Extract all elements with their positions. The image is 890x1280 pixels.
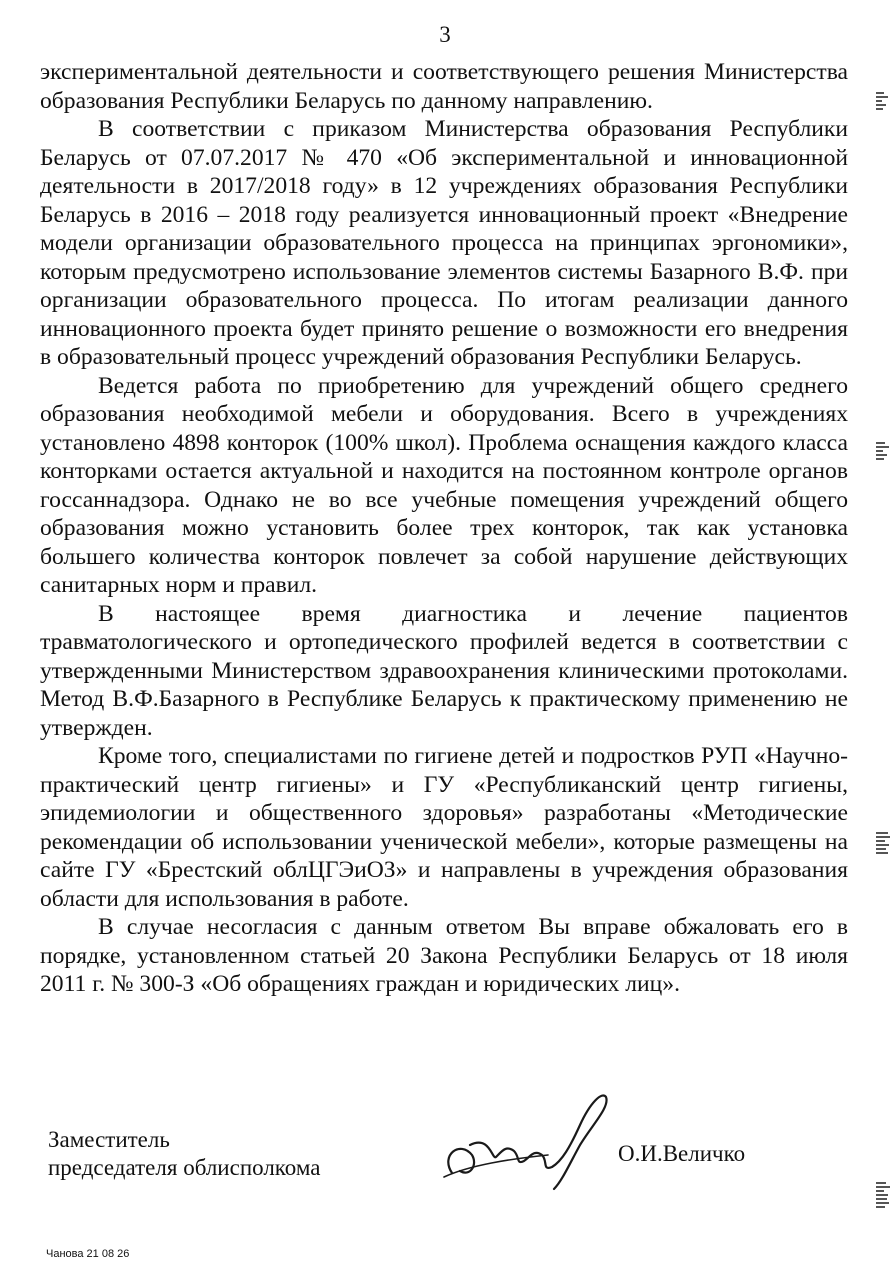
signer-name: О.И.Величко: [618, 1141, 746, 1166]
scan-edge-artifact: [876, 830, 890, 856]
executor-note: Чанова 21 08 26: [46, 1248, 130, 1260]
scan-edge-artifact: [876, 1180, 890, 1210]
paragraph-furniture: Ведется работа по приобретению для учреждений общего среднего образования необходимой мебели и оборудования. Всего в учреждениях установлено 4898 конторок (100% школ). Проблема оснащения каждого класса конторками остается актуальной и находится на постоянном контроле органов госсаннадзора. Однако не во все учебные помещения учреждений общего образования можно установить более трех конторок, так как установка большего количества конторок повлечет за собой нарушение действующих санитарных норм и правил.: [40, 372, 848, 598]
page-number: 3: [439, 22, 451, 47]
paragraph-continuation: экспериментальной деятельности и соответствующего решения Министерства образования Республики Беларусь по данному направлению.: [40, 59, 848, 114]
signer-position-line1: Заместитель: [48, 1127, 170, 1152]
paragraph-treatment-method: В настоящее время диагностика и лечение пациентов травматологического и ортопедического профилей ведется в соответствии с утвержденными Министерством здравоохранения клиническими протоколами. Метод В.Ф.Базарного в Республике Беларусь к практическому применению не утвержден.: [40, 600, 848, 741]
scan-edge-artifact: [876, 90, 890, 112]
signer-position: [48, 1126, 320, 1182]
letter-body: [40, 58, 848, 999]
signer-position-line2: председателя облисполкома: [48, 1155, 321, 1180]
scan-edge-artifact: [876, 440, 890, 462]
handwritten-signature: [430, 1085, 620, 1195]
paragraph-appeal-notice: В случае несогласия с данным ответом Вы вправе обжаловать его в порядке, установленном статьей 20 Закона Республики Беларусь от 18 июля 2011 г. № 300-З «Об обращениях граждан и юридических лиц».: [40, 914, 848, 997]
paragraph-innovation-project: В соответствии с приказом Министерства образования Республики Беларусь от 07.07.2017 № 470 «Об экспериментальной и инновационной деятельности в 2017/2018 году» в 12 учреждениях образования Республики Беларусь в 2016 – 2018 году реализуется инновационный проект «Внедрение модели организации образовательного процесса на принципах эргономики», которым предусмотрено использование элементов системы Базарного В.Ф. при организации образовательного процесса. По итогам реализации данного инновационного проекта будет принято решение о возможности его внедрения в образовательный процесс учреждений образования Республики Беларусь.: [40, 116, 848, 370]
paragraph-guidelines: Кроме того, специалистами по гигиене детей и подростков РУП «Научно-практический центр гигиены» и ГУ «Республиканский центр гигиены, эпидемиологии и общественного здоровья» разработаны «Методические рекомендации об использовании ученической мебели», которые размещены на сайте ГУ «Брестский облЦГЭиОЗ» и направлены в учреждения образования области для использования в работе.: [40, 743, 848, 912]
